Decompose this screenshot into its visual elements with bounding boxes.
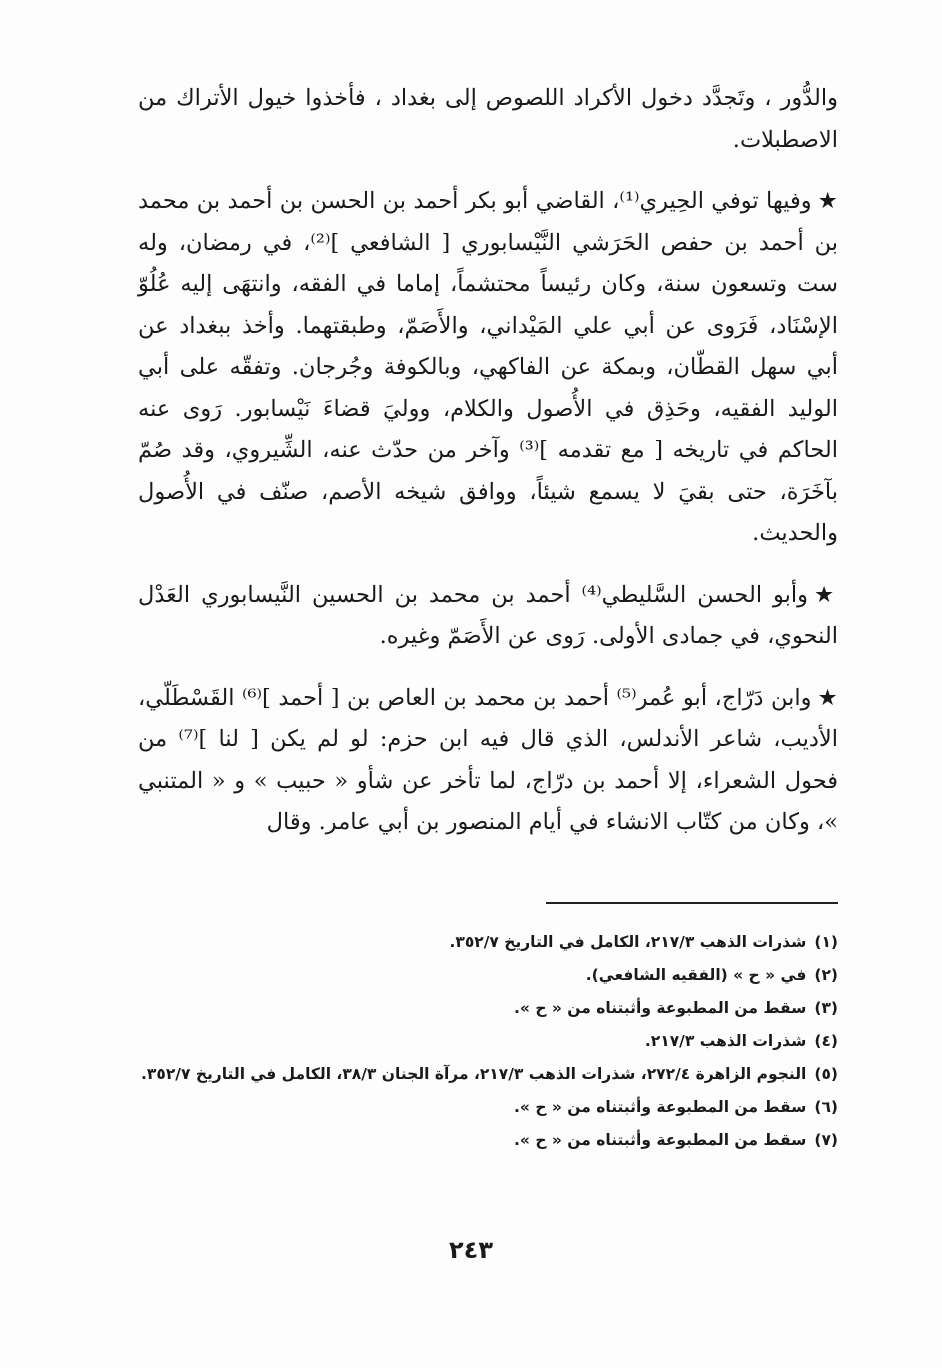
footnote-text: سقط من المطبوعة وأثبتناه من « ح ». (514, 1131, 807, 1149)
paragraph-text: وابن دَرّاج، أبو عُمر⁽⁵⁾ أحمد بن محمد بن العاص بن [ أحمد ]⁽⁶⁾ القَسْطَلّي، الأديب، شاعر الأندلس، الذي قال فيه ابن حزم: لو لم يكن [ لنا ]⁽⁷⁾ من فحول الشعراء، إلا أحمد بن درّاج، لما تأخر عن شأو « حبيب » و « المتنبي »، وكان من كتّاب الانشاء في أيام المنصور بن أبي عامر. وقال (138, 684, 838, 835)
footnote-2 (138, 959, 838, 992)
paragraph-text: وفيها توفي الحِيري⁽¹⁾، القاضي أبو بكر أحمد بن الحسن بن أحمد بن محمد بن أحمد بن حفص الحَرَشي النَّيْسابوري [ الشافعي ]⁽²⁾، في رمضان، وله ست وتسعون سنة، وكان رئيساً محتشماً، إماما في الفقه، وانتهَى إليه عُلُوّ الإسْنَاد، فَرَوى عن أبي علي المَيْداني، والأَصَمّ، وطبقتهما. وأخذ ببغداد عن أبي سهل القطّان، وبمكة عن الفاكهي، وبالكوفة وجُرجان. وتفقّه على أبي الوليد الفقيه، وحَذِق في الأُصول والكلام، ووليَ قضاءَ نَيْسابور. رَوى عنه الحاكم في تاريخه [ مع تقدمه ]⁽³⁾ وآخر من حدّث عنه، الشِّيروي، وقد صُمّ بآخَرَة، حتى بقيَ لا يسمع شيئاً، ووافق شيخه الأصم، صنّف في الأُصول والحديث. (138, 188, 838, 546)
paragraph-al-salliti (138, 575, 838, 658)
paragraph-continuation (138, 78, 838, 161)
footnote-text: سقط من المطبوعة وأثبتناه من « ح ». (514, 999, 807, 1017)
paragraph-al-hiri (138, 181, 838, 555)
footnote-number: (١) (814, 933, 838, 951)
footnote-number: (٣) (814, 999, 838, 1017)
footnote-number: (٦) (814, 1098, 838, 1116)
main-text (138, 78, 838, 864)
footnote-divider (546, 902, 838, 904)
paragraph-ibn-darraj (138, 678, 838, 844)
star-marker: ★ (817, 684, 838, 711)
footnote-number: (٥) (814, 1065, 838, 1083)
footnote-6 (138, 1091, 838, 1124)
footnote-number: (٢) (814, 966, 838, 984)
star-marker: ★ (817, 188, 839, 214)
footnote-text: في « ح » (الفقيه الشافعي). (585, 966, 807, 984)
footnotes (138, 926, 838, 1157)
footnote-text: سقط من المطبوعة وأثبتناه من « ح ». (514, 1098, 807, 1116)
paragraph-text: والدُّور ، وتَجدَّد دخول الأكراد اللصوص إلى بغداد ، فأخذوا خيول الأتراك من الاصطبلات. (138, 85, 838, 153)
footnote-5 (138, 1058, 838, 1091)
paragraph-text: وأبو الحسن السَّليطي⁽⁴⁾ أحمد بن محمد بن الحسين النَّيسابوري العَدْل النحوي، في جمادى الأولى. رَوى عن الأَصَمّ وغيره. (138, 581, 838, 649)
footnote-7 (138, 1124, 838, 1157)
footnote-text: شذرات الذهب ٢١٧/٣. (644, 1032, 807, 1050)
footnote-number: (٤) (814, 1032, 838, 1050)
footnote-number: (٧) (814, 1131, 838, 1149)
star-marker: ★ (814, 581, 839, 608)
page-number: ٢٤٣ (449, 1236, 493, 1264)
footnote-1 (138, 926, 838, 959)
footnote-4 (138, 1025, 838, 1058)
footnote-3 (138, 992, 838, 1025)
footnote-text: شذرات الذهب ٢١٧/٣، الكامل في التاريخ ٣٥٢/٧. (449, 933, 807, 951)
footnote-text: النجوم الزاهرة ٢٧٢/٤، شذرات الذهب ٢١٧/٣، مرآة الجنان ٣٨/٣، الكامل في التاريخ ٣٥٢/٧. (141, 1065, 807, 1083)
